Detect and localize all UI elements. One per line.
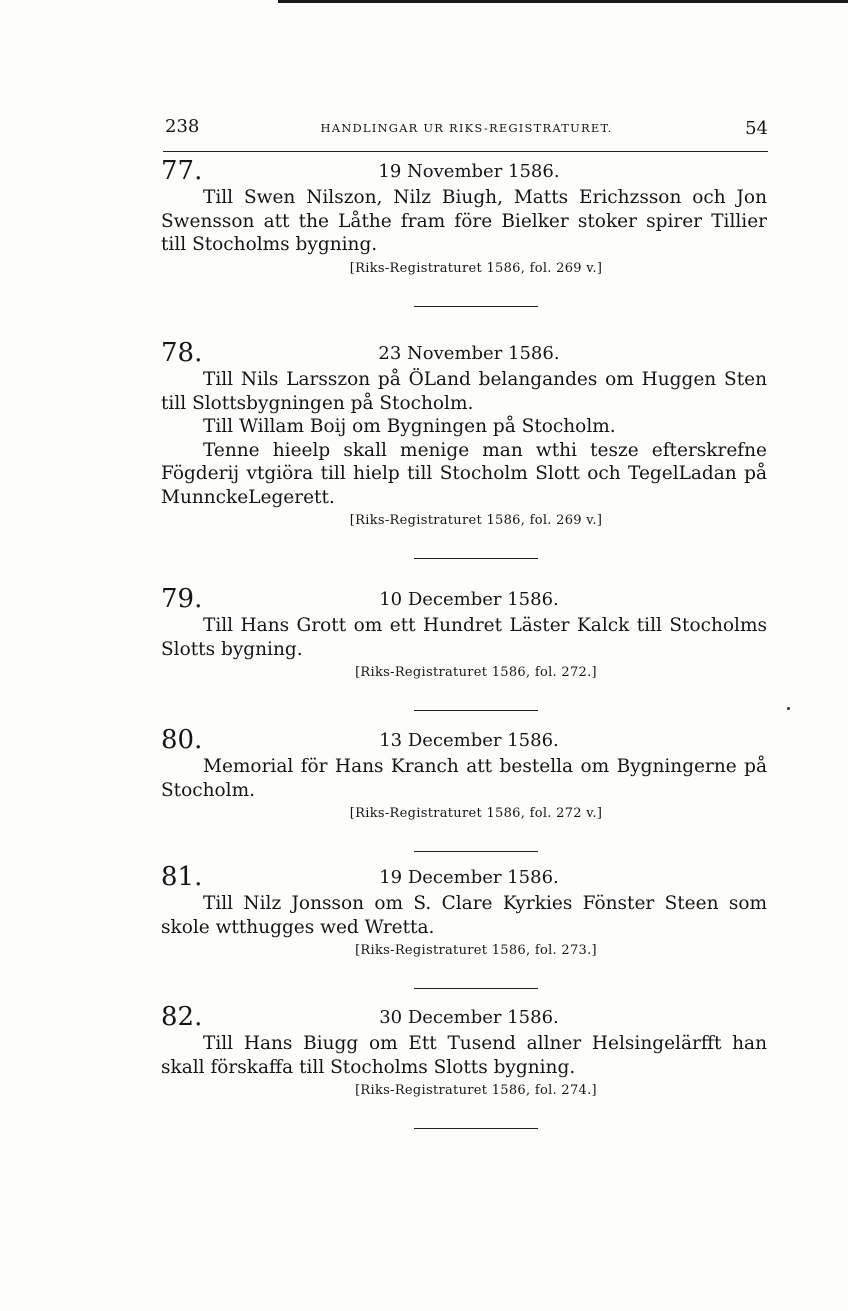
- source-reference: [Riks-Registraturet 1586, fol. 272.]: [355, 665, 597, 680]
- section-separator: [414, 851, 538, 852]
- entry-date: 19 December 1586.: [379, 867, 559, 888]
- entry-date: 30 December 1586.: [379, 1007, 559, 1028]
- entry-text: Till Nils Larsszon på ÖLand belangandes om Huggen Sten till Slottsbygningen på Stocholm.: [161, 369, 767, 414]
- source-reference: [Riks-Registraturet 1586, fol. 269 v.]: [349, 513, 603, 528]
- header-rule: [163, 151, 768, 152]
- entry-text: Till Willam Boij om Bygningen på Stocholm.: [203, 416, 616, 437]
- entry-date: 10 December 1586.: [379, 589, 559, 610]
- entry-number: 79.: [161, 584, 203, 614]
- entry-text: Till Hans Biugg om Ett Tusend allner Helsingelärfft han skall förskaffa till Stocholms Slotts bygning.: [161, 1033, 767, 1078]
- section-separator: [414, 988, 538, 989]
- entry-text: Till Swen Nilszon, Nilz Biugh, Matts Erichzsson och Jon Swensson att the Låthe fram före Bielker stoker spirer Tillier till Stocholms bygning.: [161, 187, 767, 255]
- page-number-right: 54: [745, 118, 768, 139]
- page-header: [165, 116, 768, 140]
- source-reference: [Riks-Registraturet 1586, fol. 274.]: [355, 1083, 597, 1098]
- source-reference: [Riks-Registraturet 1586, fol. 269 v.]: [349, 260, 603, 276]
- entry-number: 80.: [161, 725, 203, 755]
- running-title: HANDLINGAR UR RIKS-REGISTRATURET.: [320, 121, 613, 135]
- entry-text: Till Hans Grott om ett Hundret Läster Kalck till Stocholms Slotts bygning.: [161, 615, 767, 660]
- entry-date: 13 December 1586.: [379, 730, 559, 751]
- entry-number: 82.: [161, 1002, 203, 1032]
- source-reference: [Riks-Registraturet 1586, fol. 273.]: [355, 943, 597, 958]
- page-number-left: 238: [165, 116, 200, 137]
- section-separator: [414, 1128, 538, 1129]
- section-separator: [414, 306, 538, 307]
- entry-number: 81.: [161, 862, 203, 892]
- entry-text: Memorial för Hans Kranch att bestella om Bygningerne på Stocholm.: [161, 756, 767, 801]
- entry-text: Till Nilz Jonsson om S. Clare Kyrkies Fönster Steen som skole wtthugges wed Wretta.: [161, 893, 767, 938]
- entry-text: Tenne hieelp skall menige man wthi tesze efterskrefne Fögderij vtgiöra till hielp till Stocholm Slott och TegelLadan på MunnckeLegerett.: [161, 439, 767, 508]
- entry-date: 19 November 1586.: [378, 161, 560, 182]
- section-separator: [414, 710, 538, 711]
- top-border-rule: [278, 0, 848, 3]
- print-speck: [787, 707, 790, 710]
- source-reference: [Riks-Registraturet 1586, fol. 272 v.]: [349, 806, 603, 821]
- section-separator: [414, 558, 538, 559]
- entry-number: 77.: [161, 156, 203, 186]
- entry-number: 78.: [161, 338, 203, 368]
- entry-date: 23 November 1586.: [378, 343, 560, 364]
